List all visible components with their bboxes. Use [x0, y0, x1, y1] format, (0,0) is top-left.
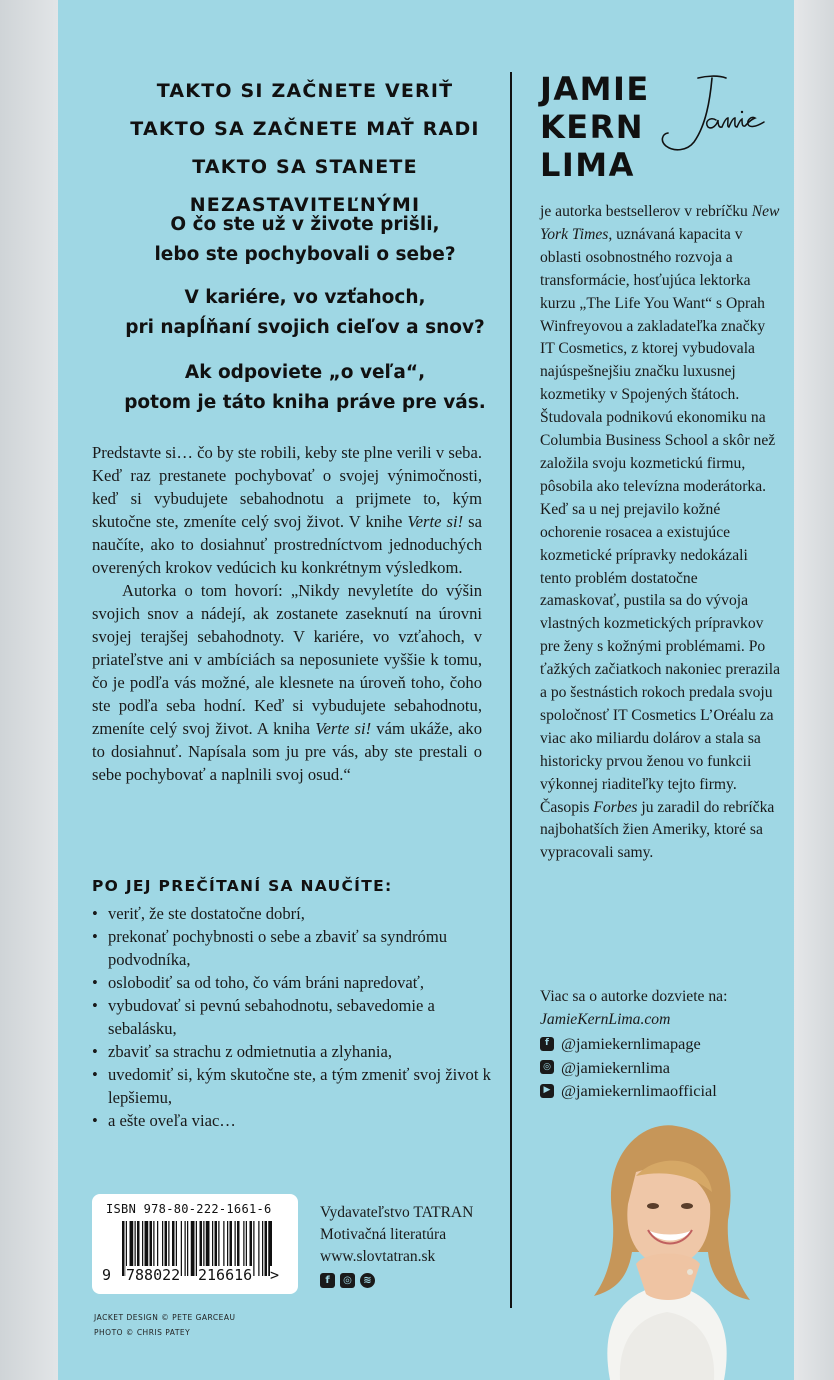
- barcode-bar: [191, 1221, 195, 1276]
- jacket-credit: JACKET DESIGN © PETE GARCEAU: [94, 1313, 236, 1322]
- barcode-group-1: 788022: [126, 1266, 181, 1284]
- barcode-bar: [187, 1221, 188, 1276]
- barcode-bar: [262, 1221, 263, 1276]
- more-label: Viac sa o autorke dozviete na:: [540, 988, 728, 1005]
- barcode-bar: [258, 1221, 259, 1276]
- blurb-paragraph-2: Autorka o tom hovorí: „Nikdy nevyletíte do výšin svojich snov a nádejí, ak zostanete zaseknutí na úrovni svojej terajšej sebahodnoty. V kariére, vo vzťahoch, v priateľstve ani v ambíciách sa neposuniete vyššie k tomu, čo je podľa vás možné, ale klesnete na úroveň toho, čoho ste podľa seba hodní. Keď si vybudujete sebahodnotu, zmeníte celý svoj život. A kniha Verte si! vám ukáže, ako to dosiahnuť. Napísala som ju pre vás, aby ste prestali o sebe pochybovať a naplnili svoj osud.“: [92, 581, 483, 784]
- youtube-icon: ▶: [540, 1084, 554, 1098]
- learn-list: [92, 902, 492, 1132]
- social-handle: @jamiekernlimaofficial: [561, 1081, 717, 1100]
- list-item: • a ešte oveľa viac…: [92, 1109, 492, 1132]
- column-divider: [510, 72, 512, 1308]
- author-socials: [540, 1032, 717, 1103]
- list-item: • prekonať pochybnosti o sebe a zbaviť sa syndrómu podvodníka,: [92, 925, 492, 971]
- instagram-icon[interactable]: ◎: [340, 1273, 355, 1288]
- list-item: • zbaviť sa strachu z odmietnutia a zlyhania,: [92, 1040, 492, 1063]
- social-handle: @jamiekernlimapage: [561, 1034, 701, 1053]
- list-item: • vybudovať si pevnú sebahodnotu, sebavedomie a sebalásku,: [92, 994, 492, 1040]
- author-website[interactable]: JamieKernLima.com: [540, 1010, 671, 1028]
- author-bio: je autorka bestsellerov v rebríčku New York Times, uznávaná kapacita v oblasti osobnostného rozvoja a transformácie, hosťujúca lektorka kurzu „The Life You Want“ s Oprah Winfreyovou a zakladateľka značky IT Cosmetics, z ktorej vybudovala najúspešnejšiu značku luxusnej kozmetiky v Spojených štátoch. Študovala podnikovú ekonomiku na Columbia Business School a skôr než založila svoju kozmetickú firmu, pôsobila ako televízna moderátorka. Keď sa u nej prejavilo kožné ochorenie rosacea a existujúce kozmetické prípravky nedokázali tento problém dostatočne zamaskovať, pustila sa do vývoja vlastných kozmetických prípravkov pre ženy s kožnými problémami. Po ťažkých začiatkoch nakoniec prerazila a po šestnástich rokoch predala svoju spoločnosť IT Cosmetics L’Oréalu za viac ako miliardu dolárov a stala sa historicky prvou ženou vo funkcii výkonnej riaditeľky tejto firmy. Časopis Forbes ju zaradil do rebríčka najbohatších žien Ameriky, ktoré sa vypracovali samy.: [540, 203, 780, 862]
- author-name: JAMIE KERN LIMA: [540, 70, 650, 184]
- facebook-icon: f: [540, 1037, 554, 1051]
- barcode-group-2: 216616: [198, 1266, 253, 1284]
- author-signature: [654, 70, 769, 160]
- page-edge-right: [794, 0, 834, 1380]
- blurb-paragraph-1: Predstavte si… čo by ste robili, keby ste plne verili v seba. Keď raz prestanete pochybovať o svojej výnimočnosti, keď si vybudujete sebahodnotu a prijmete to, kým skutočne ste, zmeníte celý svoj život. V knihe Verte si! sa naučíte, ako to dosiahnuť prostredníctvom jednoduchých overených krokov vedúcich ku konkrétnym výsledkom.: [92, 443, 482, 577]
- publisher-socials: [320, 1273, 375, 1288]
- page-edge-left: [0, 0, 58, 1380]
- publisher-name: Vydavateľstvo TATRAN: [320, 1204, 474, 1221]
- instagram-icon: ◎: [540, 1060, 554, 1074]
- publisher-series: Motivačná literatúra: [320, 1226, 447, 1243]
- social-youtube[interactable]: [540, 1079, 717, 1103]
- spotify-icon[interactable]: ≋: [360, 1273, 375, 1288]
- facebook-icon[interactable]: f: [320, 1273, 335, 1288]
- social-facebook[interactable]: [540, 1032, 717, 1056]
- barcode-quiet-mark: >: [270, 1266, 280, 1284]
- barcode-bar: [253, 1221, 254, 1276]
- isbn-number: ISBN 978-80-222-1661-6: [106, 1202, 272, 1216]
- book-back-cover: [58, 0, 794, 1380]
- publisher-web[interactable]: www.slovtatran.sk: [320, 1248, 436, 1265]
- publisher-info: [320, 1202, 473, 1268]
- author-photo: [540, 1112, 794, 1380]
- barcode-lead-digit: 9: [102, 1266, 112, 1284]
- list-item: • veriť, že ste dostatočne dobrí,: [92, 902, 492, 925]
- barcode-bar: [122, 1221, 125, 1276]
- question-1: O čo ste už v živote prišli, lebo ste pochybovali o sebe?: [154, 214, 456, 265]
- social-instagram[interactable]: [540, 1056, 717, 1080]
- question-2: V kariére, vo vzťahoch, pri napĺňaní svojich cieľov a snov?: [125, 287, 485, 338]
- barcode-bar: [181, 1221, 182, 1276]
- isbn-barcode: [92, 1194, 298, 1294]
- blurb: [92, 441, 482, 786]
- barcode-bar: [196, 1221, 197, 1276]
- barcode-bar: [185, 1221, 186, 1276]
- photo-credit: PHOTO © CHRIS PATEY: [94, 1328, 191, 1337]
- learn-heading: PO JEJ PREČÍTANÍ SA NAUČÍTE:: [92, 877, 393, 895]
- social-handle: @jamiekernlima: [561, 1057, 671, 1077]
- list-item: • oslobodiť sa od toho, čo vám bráni napredovať,: [92, 971, 492, 994]
- question-3: Ak odpoviete „o veľa“, potom je táto kniha práve pre vás.: [124, 362, 486, 413]
- headline-line: TAKTO SA ZAČNETE MAŤ RADI: [130, 118, 480, 140]
- headline-line: TAKTO SA STANETE NEZASTAVITEĽNÝMI: [189, 156, 421, 216]
- list-item: • uvedomiť si, kým skutočne ste, a tým zmeniť svoj život k lepšiemu,: [92, 1063, 492, 1109]
- headline: [80, 72, 530, 224]
- barcode-bar: [265, 1221, 268, 1276]
- headline-line: TAKTO SI ZAČNETE VERIŤ: [156, 80, 454, 102]
- more-info: [540, 986, 727, 1032]
